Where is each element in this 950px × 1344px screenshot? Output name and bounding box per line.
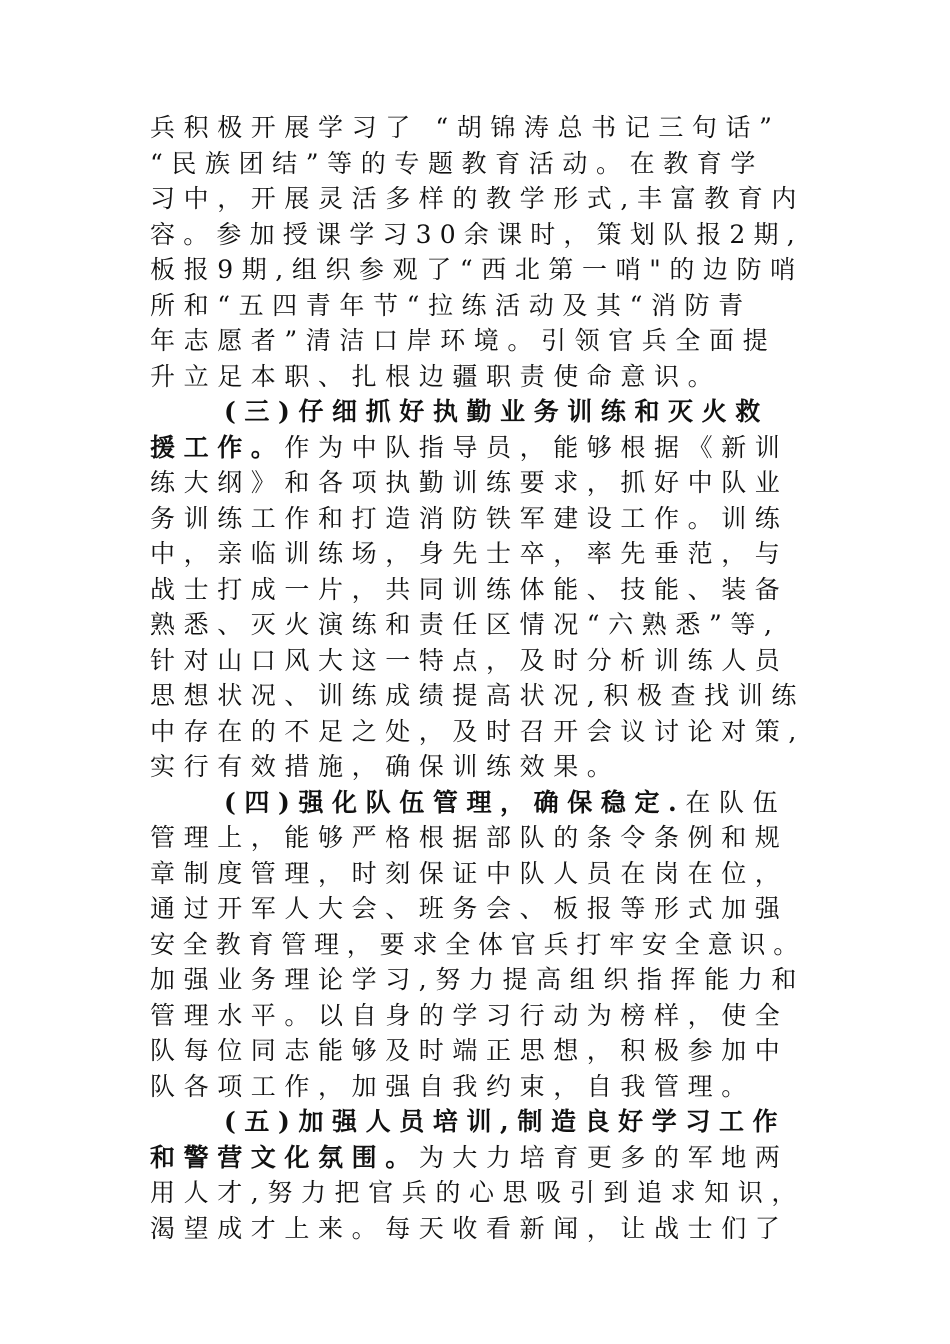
body-text-run: 中存在的不足之处，及时召开会议讨论对策, [150,716,805,746]
heading-text: 援工作。 [150,432,285,462]
text-line [150,891,810,927]
text-line [150,998,810,1034]
text-line [150,714,810,750]
text-line [150,217,810,253]
text-line [150,678,810,714]
body-text-run: 习中，开展灵活多样的教学形式,丰富教育内 [150,184,805,213]
text-line [150,465,810,501]
body-text-run: 战士打成一片，共同训练体能、技能、装备 [150,574,789,604]
text-line [150,181,810,217]
text-line [150,323,810,359]
body-text-run: 升立足本职、扎根边疆职责使命意识。 [150,361,722,391]
text-line [150,927,810,963]
text-line [150,820,810,856]
heading-text: (四)强化队伍管理，确保稳定. [224,787,686,817]
body-text-run: 队每位同志能够及时端正思想，积极参加中 [150,1036,789,1065]
body-text-run: 务训练工作和打造消防铁军建设工作。训练 [150,503,789,533]
body-text-run: 作为中队指导员，能够根据《新训 [284,432,789,462]
body-text-run: 渴望成才上来。每天收看新闻，让战士们了 [150,1213,789,1243]
text-line [150,430,810,466]
body-text-run: 安全教育管理，要求全体官兵打牢安全意识。 [150,929,807,959]
body-text-run: 容。参加授课学习30余课时，策划队报2期, [150,219,803,249]
heading-text: 和警营文化氛围。 [150,1142,419,1172]
text-line [150,252,810,288]
body-text-run: 板报9期,组织参观了“西北第一哨"的边防哨 [150,255,804,284]
body-text-run: 管理水平。以自身的学习行动为榜样，使全 [150,1000,789,1030]
text-line [150,1175,810,1211]
body-text [150,110,810,1246]
text-line [150,146,810,182]
body-text-run: 中，亲临训练场，身先士卒，率先垂范，与 [150,539,789,568]
text-line [150,856,810,892]
heading-text: (五)加强人员培训,制造良好学习工作 [224,1107,787,1136]
body-text-run: 通过开军人大会、班务会、板报等形式加强 [150,894,789,923]
body-text-run: “民族团结”等的专题教育活动。在教育学 [150,148,764,178]
body-text-run: 章制度管理，时刻保证中队人员在岗在位， [150,858,789,888]
body-text-run: 实行有效措施，确保训练效果。 [150,752,621,781]
text-line [150,962,810,998]
text-line [150,536,810,572]
text-line [150,1069,810,1105]
body-text-run: 为大力培育更多的军地两 [418,1142,789,1172]
text-line [150,749,810,785]
section-heading-line [150,785,810,821]
body-text-run: 在队伍 [685,787,787,817]
body-text-run: 年志愿者”清洁口岸环境。引领官兵全面提 [150,326,777,355]
section-heading-line [150,1104,810,1140]
text-line [150,572,810,608]
body-text-run: 管理上，能够严格根据部队的条令条例和规 [150,823,789,852]
body-text-run: 加强业务理论学习,努力提高组织指挥能力和 [150,965,805,994]
section-heading-line [150,394,810,430]
text-line [150,110,810,146]
text-line [150,359,810,395]
body-text-run: 队各项工作，加强自我约束，自我管理。 [150,1071,755,1101]
heading-text: (三)仔细抓好执勤业务训练和灭火救 [224,397,769,426]
text-line [150,1033,810,1069]
text-line [150,288,810,324]
body-text-run: 熟悉、灭火演练和责任区情况“六熟悉”等, [150,610,781,639]
text-line [150,501,810,537]
body-text-run: 思想状况、训练成绩提高状况,积极查找训练 [150,681,805,710]
body-text-run: 所和“五四青年节“拉练活动及其“消防青 [150,290,752,320]
text-line [150,607,810,643]
body-text-run: 练大纲》和各项执勤训练要求，抓好中队业 [150,468,789,497]
body-text-run: 用人才,努力把官兵的心思吸引到追求知识， [150,1178,805,1207]
body-text-run: 针对山口风大这一特点，及时分析训练人员 [150,645,789,675]
body-text-run: 兵积极开展学习了 “胡锦涛总书记三句话” [150,113,781,142]
text-line [150,643,810,679]
text-line [150,1140,810,1176]
text-line [150,1211,810,1247]
